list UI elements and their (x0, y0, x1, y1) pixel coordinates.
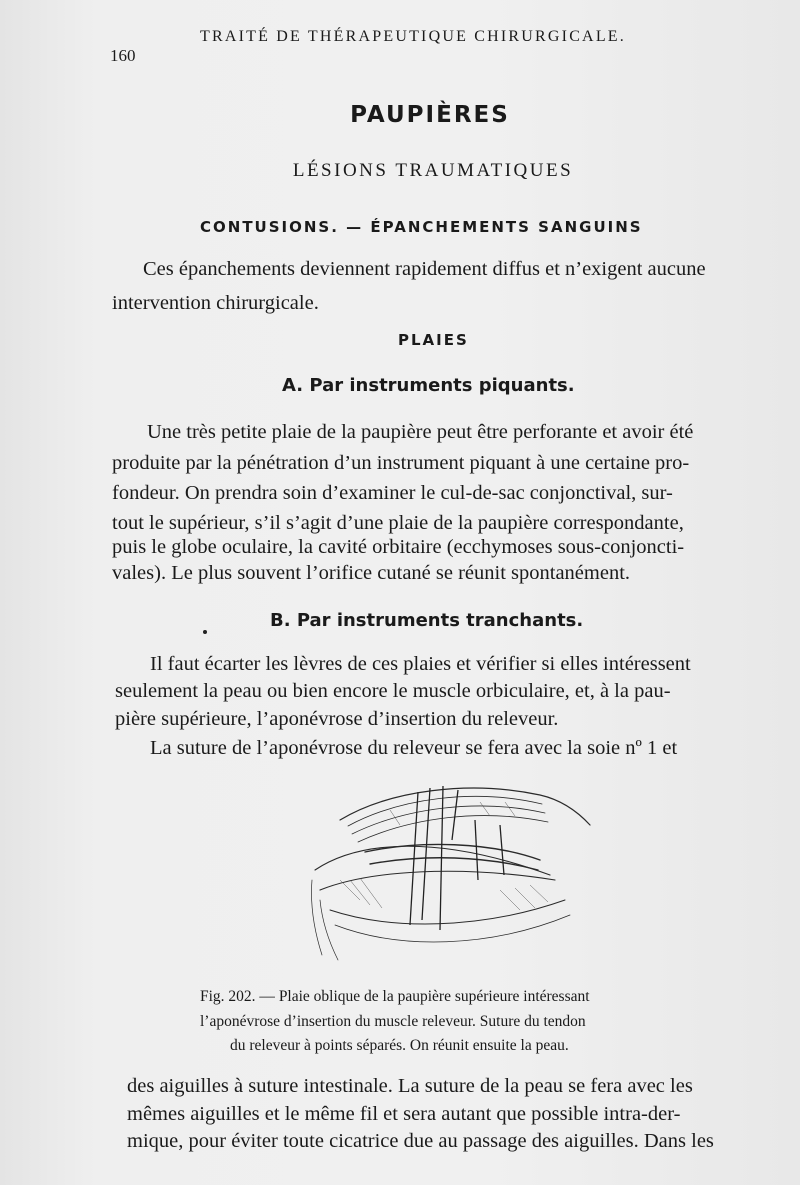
running-title: TRAITÉ DE THÉRAPEUTIQUE CHIRURGICALE. (200, 28, 626, 45)
figure-label: Fig. 202. — (200, 988, 275, 1005)
paragraph-line: tout le supérieur, s’il s’agit d’une plaie de la paupière correspondante, (112, 512, 684, 534)
paragraph-line: mique, pour éviter toute cicatrice due au passage des aiguilles. Dans les (127, 1130, 714, 1152)
section-title: PAUPIÈRES (350, 102, 510, 128)
page-number: 160 (110, 46, 136, 65)
contusions-heading: CONTUSIONS. — ÉPANCHEMENTS SANGUINS (200, 218, 643, 236)
paragraph-line: pière supérieure, l’aponévrose d’insertion du releveur. (115, 708, 559, 730)
part-b-heading: B. Par instruments tranchants. (270, 610, 584, 631)
figure-caption-line: l’aponévrose d’insertion du muscle releveur. Suture du tendon (200, 1013, 586, 1030)
part-a-heading: A. Par instruments piquants. (282, 375, 575, 396)
figure-caption-line: du releveur à points séparés. On réunit ensuite la peau. (230, 1037, 569, 1054)
paragraph-line: La suture de l’aponévrose du releveur se fera avec la soie nº 1 et (150, 737, 678, 759)
plaies-heading: PLAIES (398, 331, 469, 349)
paragraph-line: mêmes aiguilles et le même fil et sera autant que possible intra-der- (127, 1103, 681, 1125)
paragraph-line: fondeur. On prendra soin d’examiner le cul-de-sac conjonctival, sur- (112, 482, 673, 504)
paragraph-line: des aiguilles à suture intestinale. La suture de la peau se fera avec les (127, 1075, 693, 1097)
paragraph-line: Il faut écarter les lèvres de ces plaies et vérifier si elles intéressent (150, 653, 691, 675)
paragraph-line: vales). Le plus souvent l’orifice cutané se réunit spontanément. (112, 562, 631, 584)
eyelid-suture-illustration (300, 780, 600, 980)
paragraph-line: produite par la pénétration d’un instrument piquant à une certaine pro- (112, 452, 690, 474)
figure-caption-line (200, 988, 590, 1006)
paragraph-line: intervention chirurgicale. (112, 292, 319, 314)
paragraph-line: puis le globe oculaire, la cavité orbitaire (ecchymoses sous-conjoncti- (112, 536, 685, 558)
figure-caption-text: Plaie oblique de la paupière supérieure intéressant (278, 988, 590, 1005)
print-speck (203, 630, 207, 634)
paragraph-line: seulement la peau ou bien encore le muscle orbiculaire, et, à la pau- (115, 680, 671, 702)
paragraph-line: Ces épanchements deviennent rapidement diffus et n’exigent aucune (143, 258, 706, 280)
subsection-title: LÉSIONS TRAUMATIQUES (292, 160, 574, 181)
paragraph-line: Une très petite plaie de la paupière peut être perforante et avoir été (147, 421, 694, 443)
